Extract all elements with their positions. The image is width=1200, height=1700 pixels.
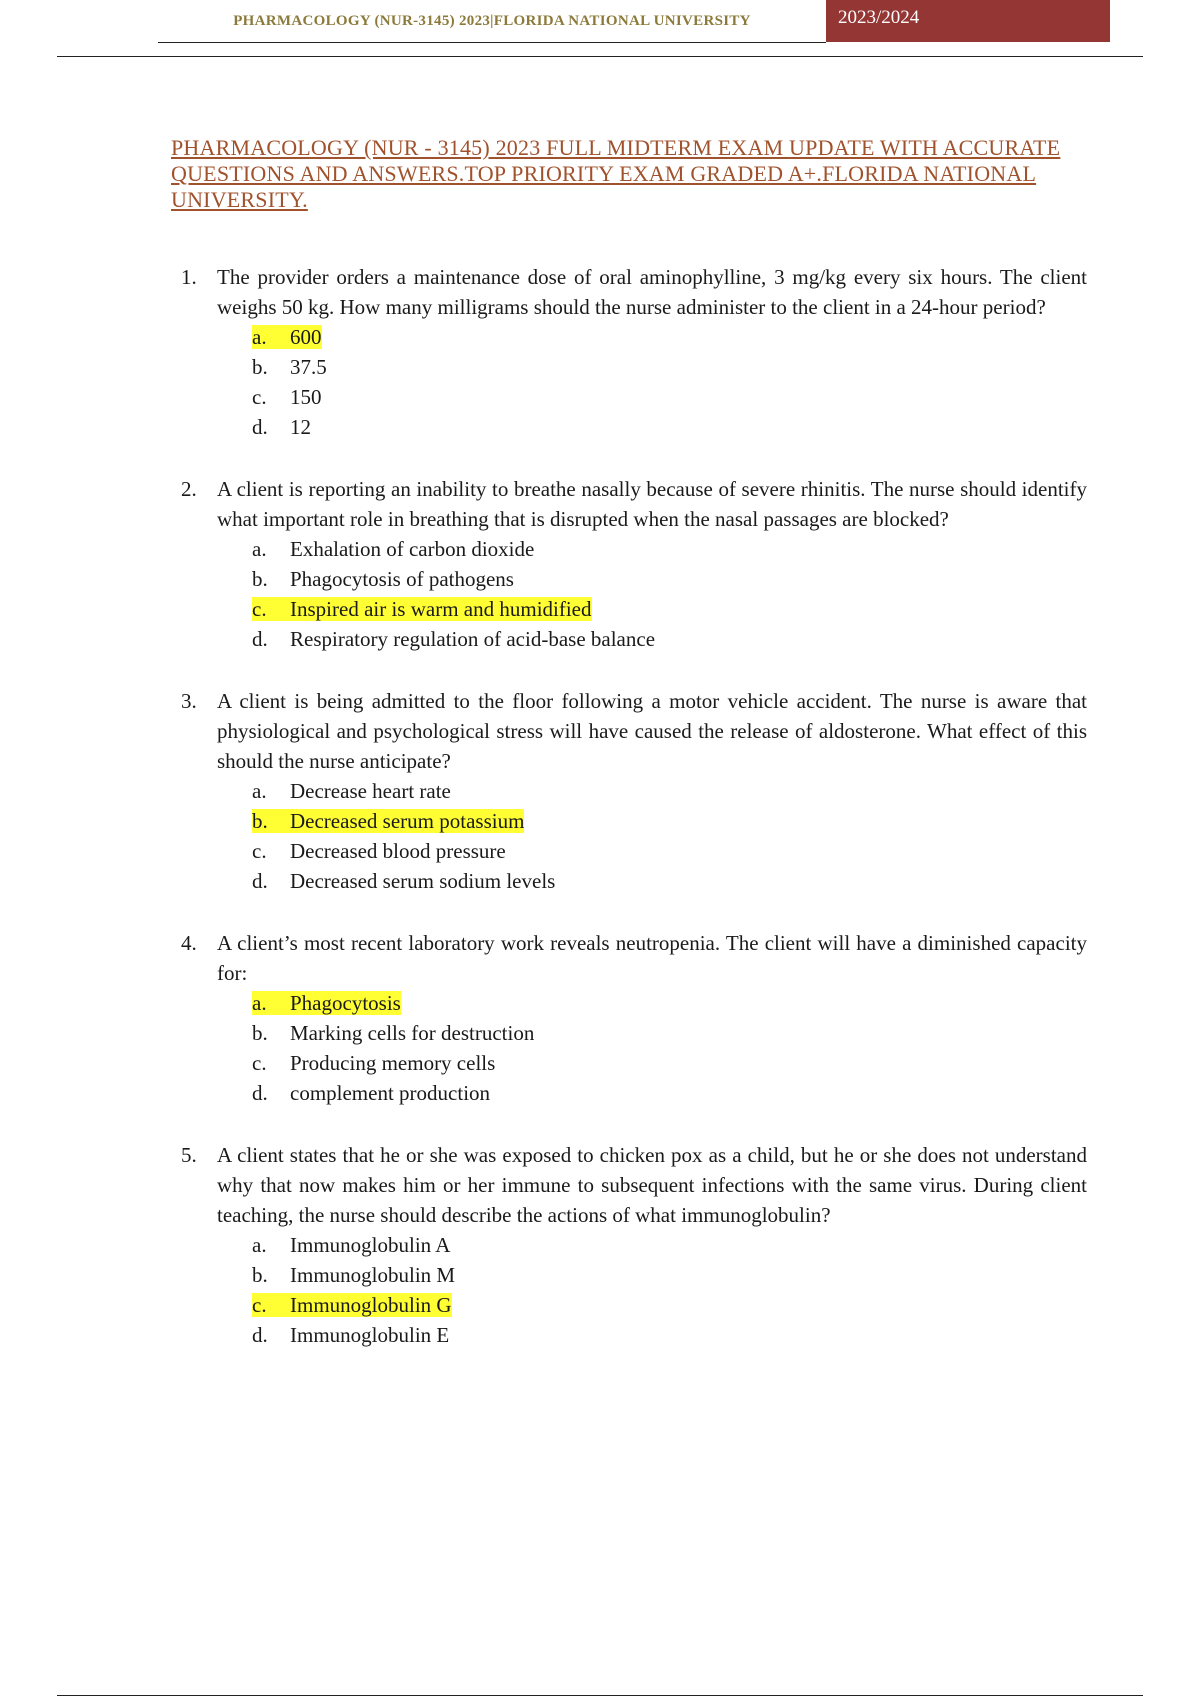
answer-highlight	[252, 1293, 452, 1317]
question-text: A client is reporting an inability to breathe nasally because of severe rhinitis. The nurse should identify what important role in breathing that is disrupted when the nasal passages are blocked?	[217, 477, 1087, 531]
question-item	[0, 1140, 1200, 1350]
option-letter: d.	[252, 869, 268, 893]
answer-option	[252, 1018, 1200, 1048]
option-text: Decreased serum potassium	[290, 809, 525, 833]
answer-content	[252, 415, 311, 439]
option-text: Phagocytosis	[290, 991, 401, 1015]
option-text: Immunoglobulin G	[290, 1293, 452, 1317]
option-text: Marking cells for destruction	[290, 1021, 535, 1045]
option-text: Immunoglobulin M	[290, 1263, 456, 1287]
answer-option	[252, 1260, 1200, 1290]
option-letter: c.	[252, 385, 267, 409]
answer-highlight	[252, 325, 322, 349]
option-text: complement production	[290, 1081, 491, 1105]
option-text: 12	[290, 415, 311, 439]
answer-option	[252, 836, 1200, 866]
answer-highlight	[252, 991, 401, 1015]
answer-content	[252, 869, 555, 893]
option-letter: c.	[252, 839, 267, 863]
answer-option-correct	[252, 806, 1200, 836]
page-header	[0, 0, 1200, 60]
answer-option	[252, 624, 1200, 654]
question-item	[0, 474, 1200, 654]
answer-option-correct	[252, 1290, 1200, 1320]
option-letter: a.	[252, 991, 267, 1015]
option-letter: b.	[252, 809, 268, 833]
option-text: Producing memory cells	[290, 1051, 496, 1075]
option-letter: b.	[252, 355, 268, 379]
question-number: 5.	[181, 1143, 197, 1167]
answer-option	[252, 534, 1200, 564]
header-divider	[57, 56, 1143, 57]
option-text: Immunoglobulin A	[290, 1233, 451, 1257]
answer-content	[252, 1323, 449, 1347]
answer-option-correct	[252, 594, 1200, 624]
answer-content	[252, 1263, 455, 1287]
option-text: Decrease heart rate	[290, 779, 451, 803]
question-item	[0, 686, 1200, 896]
question-number: 1.	[181, 265, 197, 289]
option-text: 150	[290, 385, 322, 409]
document-title: PHARMACOLOGY (NUR - 3145) 2023 FULL MIDTERM EXAM UPDATE WITH ACCURATE QUESTIONS AND ANSWERS.TOP PRIORITY EXAM GRADED A+.FLORIDA NATIONAL UNIVERSITY.	[171, 135, 1061, 212]
option-letter: b.	[252, 1263, 268, 1287]
option-letter: d.	[252, 1081, 268, 1105]
question-list	[0, 262, 1200, 1382]
answer-options	[0, 776, 1200, 896]
footer-divider	[57, 1695, 1143, 1696]
option-letter: d.	[252, 1323, 268, 1347]
answer-content	[252, 779, 451, 803]
answer-content	[252, 1021, 534, 1045]
answer-content	[252, 1051, 495, 1075]
answer-content	[252, 537, 534, 561]
answer-highlight	[252, 597, 592, 621]
answer-option	[252, 776, 1200, 806]
answer-option	[252, 1230, 1200, 1260]
option-letter: a.	[252, 537, 267, 561]
question-item	[0, 262, 1200, 442]
header-course-label: PHARMACOLOGY (NUR-3145) 2023|FLORIDA NATIONAL UNIVERSITY	[158, 0, 826, 43]
option-text: Immunoglobulin E	[290, 1323, 450, 1347]
answer-option-correct	[252, 322, 1200, 352]
answer-content	[252, 627, 655, 651]
option-text: Decreased blood pressure	[290, 839, 506, 863]
answer-option	[252, 352, 1200, 382]
answer-content	[252, 355, 327, 379]
option-text: Exhalation of carbon dioxide	[290, 537, 535, 561]
option-letter: b.	[252, 1021, 268, 1045]
answer-content	[252, 567, 514, 591]
option-text: Inspired air is warm and humidified	[290, 597, 592, 621]
question-item	[0, 928, 1200, 1108]
question-text: The provider orders a maintenance dose of oral aminophylline, 3 mg/kg every six hours. The client weighs 50 kg. How many milligrams should the nurse administer to the client in a 24-hour period?	[217, 265, 1087, 319]
option-text: Respiratory regulation of acid-base balance	[290, 627, 656, 651]
answer-option	[252, 382, 1200, 412]
answer-content	[252, 839, 506, 863]
answer-content	[252, 1233, 450, 1257]
option-letter: d.	[252, 415, 268, 439]
answer-options	[0, 534, 1200, 654]
answer-highlight	[252, 809, 524, 833]
answer-content	[252, 385, 322, 409]
question-text: A client is being admitted to the floor following a motor vehicle accident. The nurse is aware that physiological and psychological stress will have caused the release of aldosterone. What effect of this should the nurse anticipate?	[217, 689, 1087, 773]
answer-options	[0, 1230, 1200, 1350]
option-letter: c.	[252, 1293, 267, 1317]
answer-content	[252, 1081, 490, 1105]
question-number: 3.	[181, 689, 197, 713]
answer-option	[252, 1078, 1200, 1108]
question-number: 2.	[181, 477, 197, 501]
option-text: 37.5	[290, 355, 327, 379]
answer-options	[0, 322, 1200, 442]
answer-option	[252, 412, 1200, 442]
option-letter: a.	[252, 325, 267, 349]
option-letter: d.	[252, 627, 268, 651]
option-text: Phagocytosis of pathogens	[290, 567, 514, 591]
question-text: A client states that he or she was exposed to chicken pox as a child, but he or she does not understand why that now makes him or her immune to subsequent infections with the same virus. During client teaching, the nurse should describe the actions of what immunoglobulin?	[217, 1143, 1087, 1227]
answer-option	[252, 866, 1200, 896]
option-letter: c.	[252, 1051, 267, 1075]
option-letter: a.	[252, 779, 267, 803]
option-letter: a.	[252, 1233, 267, 1257]
header-year-badge: 2023/2024	[826, 0, 1110, 42]
answer-option	[252, 1320, 1200, 1350]
question-text: A client’s most recent laboratory work reveals neutropenia. The client will have a diminished capacity for:	[217, 931, 1087, 985]
option-text: 600	[290, 325, 322, 349]
answer-option	[252, 564, 1200, 594]
option-letter: b.	[252, 567, 268, 591]
question-number: 4.	[181, 931, 197, 955]
option-letter: c.	[252, 597, 267, 621]
answer-option	[252, 1048, 1200, 1078]
answer-option-correct	[252, 988, 1200, 1018]
option-text: Decreased serum sodium levels	[290, 869, 556, 893]
answer-options	[0, 988, 1200, 1108]
